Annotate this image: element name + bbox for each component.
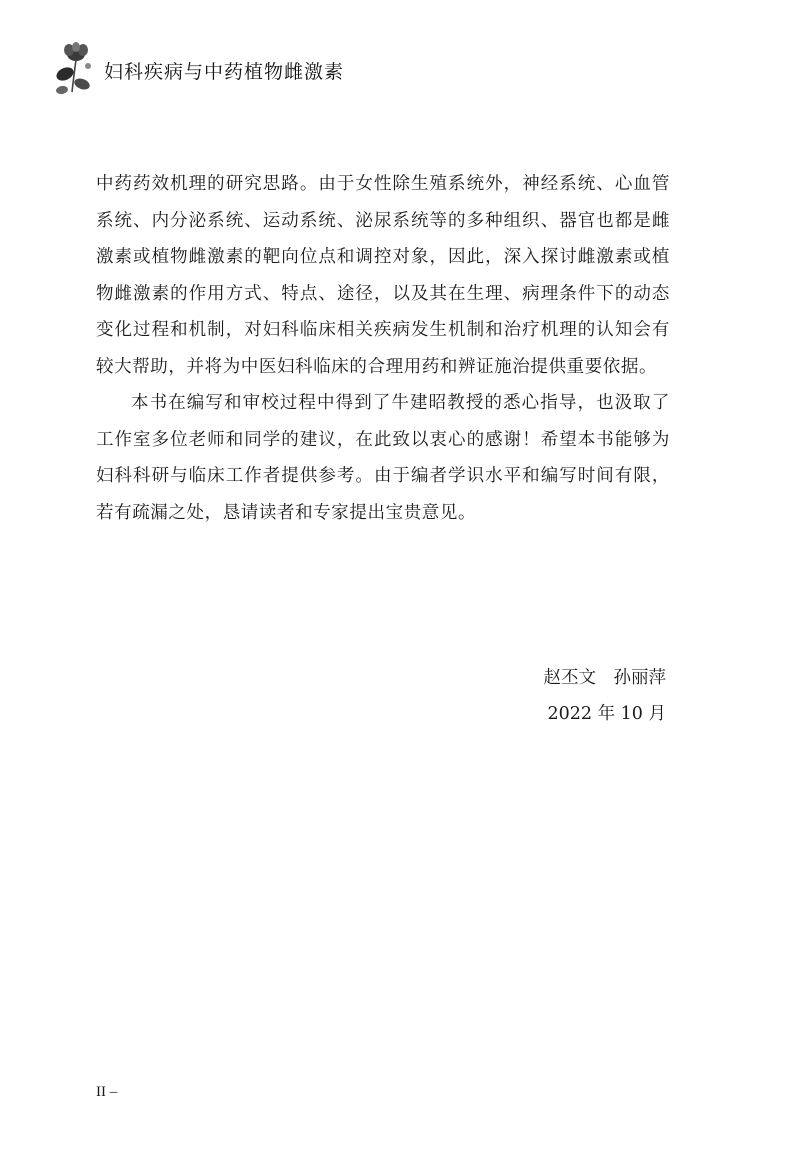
preface-body [96, 166, 670, 531]
author-names: 赵丕文 孙丽萍 [543, 668, 666, 688]
paragraph-2: 本书在编写和审校过程中得到了牛建昭教授的悉心指导，也汲取了工作室多位老师和同学的建议，在此致以衷心的感谢！希望本书能够为妇科科研与临床工作者提供参考。由于编者学识水平和编写时间有限，若有疏漏之处，恳请读者和专家提出宝贵意见。 [96, 393, 670, 523]
signature-block [544, 660, 667, 732]
flower-ink-icon [52, 40, 98, 100]
book-title: 妇科疾病与中药植物雌激素 [104, 60, 345, 83]
running-header [52, 40, 344, 100]
paragraph-1: 中药药效机理的研究思路。由于女性除生殖系统外，神经系统、心血管系统、内分泌系统、运动系统、泌尿系统等的多种组织、器官也都是雌激素或植物雌激素的靶向位点和调控对象，因此，深入探讨雌激素或植物雌激素的作用方式、特点、途径，以及其在生理、病理条件下的动态变化过程和机制，对妇科临床相关疾病发生机制和治疗机理的认知会有较大帮助，并将为中医妇科临床的合理用药和辨证施治提供重要依据。 [96, 174, 670, 377]
page-number: II – [96, 1084, 118, 1100]
signature-date: 2022 年 10 月 [547, 704, 666, 724]
